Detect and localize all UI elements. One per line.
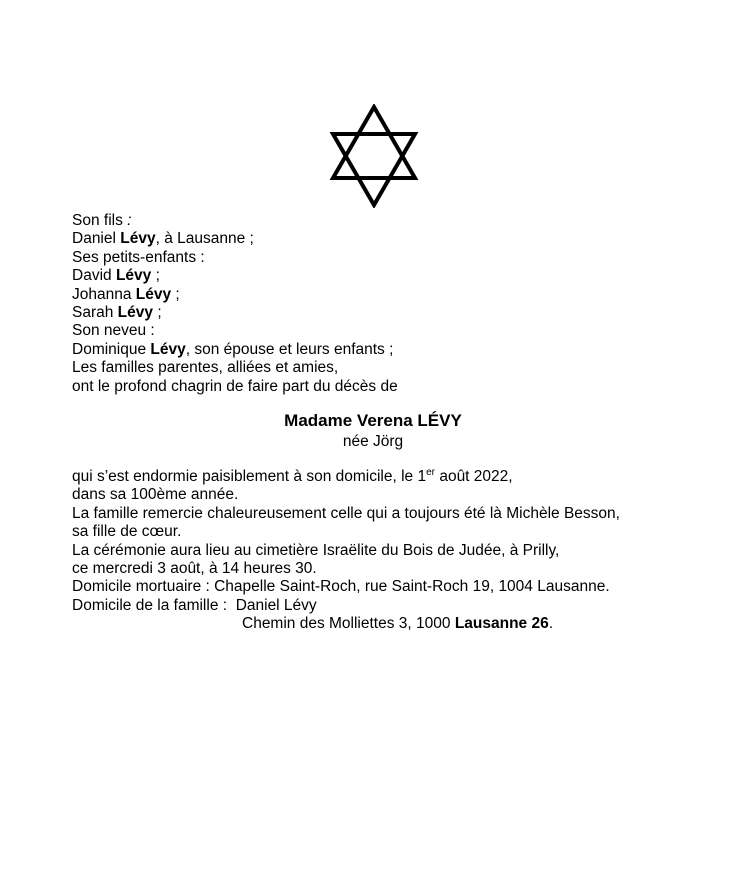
maiden-name: née Jörg: [342, 433, 404, 450]
grandchildren-label: Ses petits-enfants :: [72, 248, 205, 266]
announce-line: ont le profond chagrin de faire part du décès de: [72, 377, 398, 395]
star-of-david-icon: [329, 104, 419, 208]
details-line: Domicile mortuaire : Chapelle Saint-Roch, rue Saint-Roch 19, 1004 Lausanne.: [72, 578, 610, 596]
announcement-details: [72, 468, 620, 634]
families-line: Les familles parentes, alliées et amies,: [72, 359, 339, 377]
details-line: ce mercredi 3 août, à 14 heures 30.: [72, 559, 317, 577]
son-entry: Daniel Lévy, à Lausanne ;: [72, 230, 254, 248]
deceased-name: Madame Verena LÉVY: [284, 411, 462, 430]
grandchild-entry: Johanna Lévy ;: [72, 285, 180, 303]
nephew-entry: Dominique Lévy, son épouse et leurs enfants ;: [72, 340, 394, 358]
son-label: Son fils :: [72, 212, 132, 229]
details-line: dans sa 100ème année.: [72, 486, 239, 504]
family-address-line: Chemin des Molliettes 3, 1000 Lausanne 26.: [242, 615, 554, 633]
details-line: qui s’est endormie paisiblement à son domicile, le 1er août 2022,: [72, 466, 513, 485]
family-list: [72, 212, 398, 396]
grandchild-entry: David Lévy ;: [72, 267, 160, 285]
details-line: sa fille de cœur.: [72, 523, 182, 541]
details-line: La cérémonie aura lieu au cimetière Israëlite du Bois de Judée, à Prilly,: [72, 541, 560, 559]
family-home-line: Domicile de la famille : Daniel Lévy: [72, 596, 317, 614]
nephew-label: Son neveu :: [72, 322, 155, 340]
details-line: La famille remercie chaleureusement celle qui a toujours été là Michèle Besson,: [72, 504, 620, 522]
grandchild-entry: Sarah Lévy ;: [72, 303, 162, 321]
